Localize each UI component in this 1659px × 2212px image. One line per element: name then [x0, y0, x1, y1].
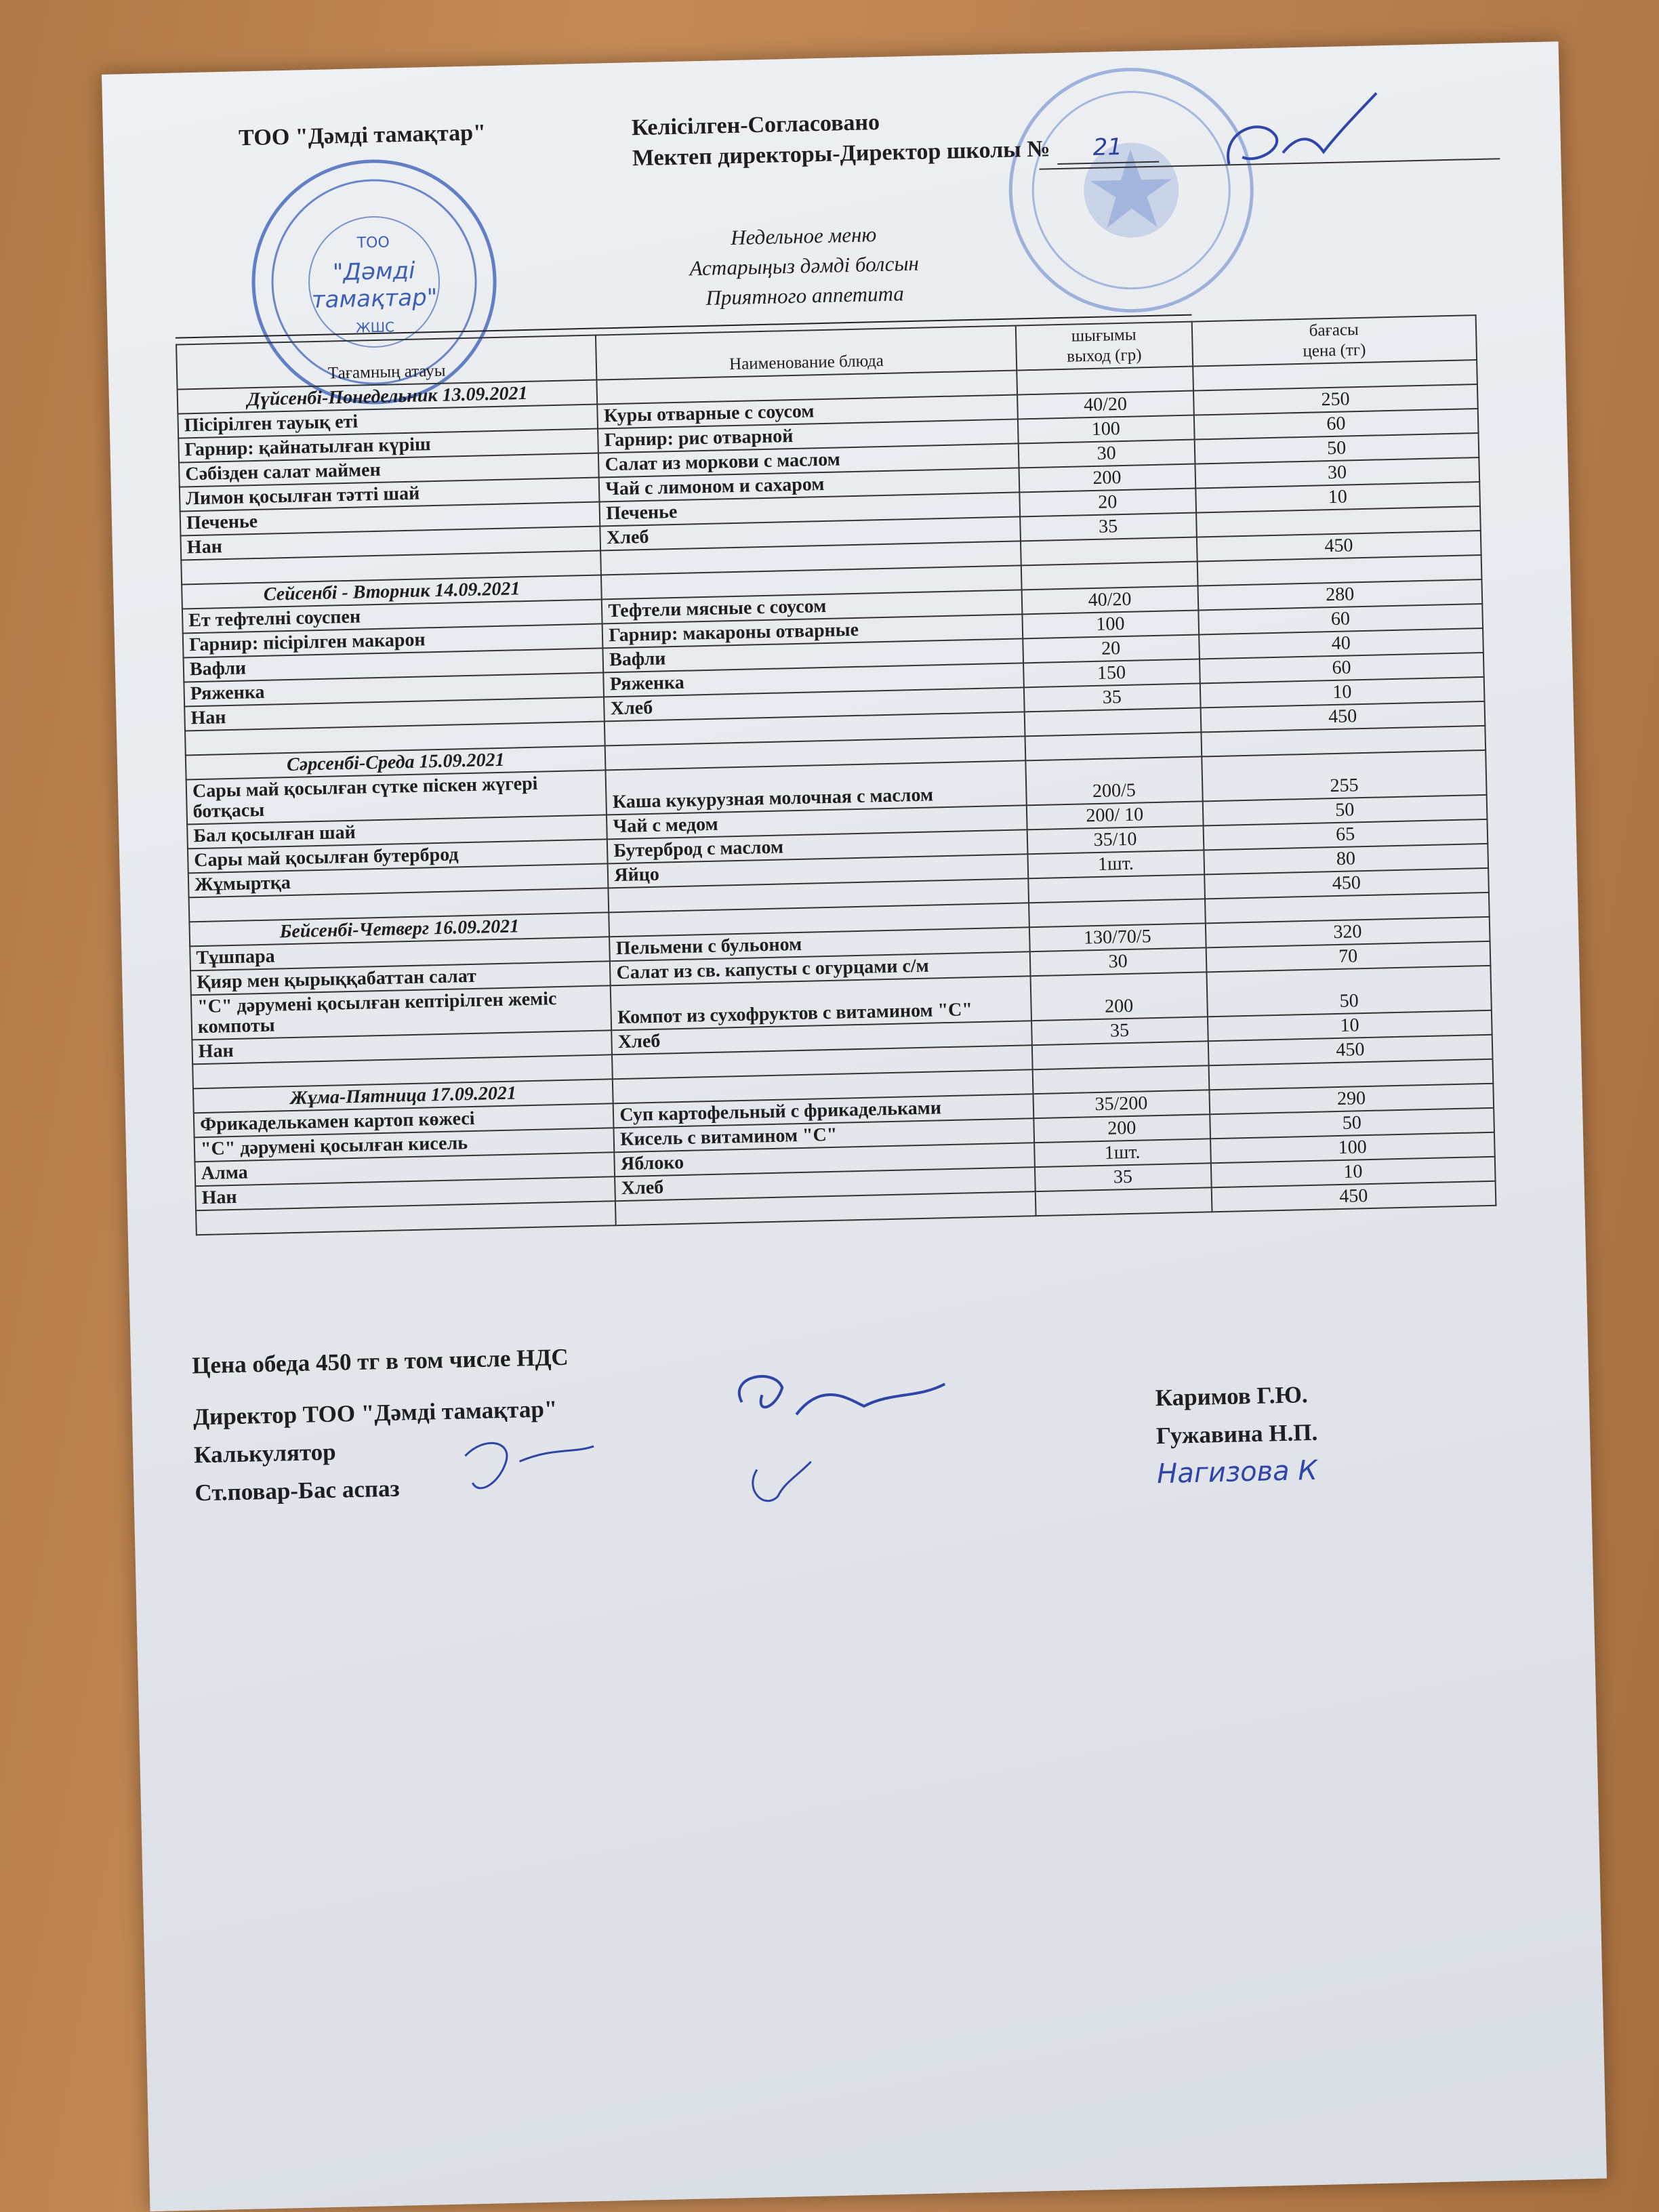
dish-yield: 20 — [1023, 634, 1200, 663]
empty-cell — [1021, 537, 1197, 566]
dish-price: 65 — [1203, 819, 1488, 851]
dish-kz: Тұшпара — [190, 937, 610, 970]
footer-signatures — [456, 1354, 1069, 1530]
header-ru-name: Наименование блюда — [596, 326, 1017, 380]
header-yield-kz: шығымы — [1071, 325, 1136, 346]
dish-price: 290 — [1209, 1084, 1494, 1115]
dish-ru: Салат из моркови с маслом — [598, 443, 1019, 477]
dish-ru: Ряженка — [604, 663, 1024, 697]
dish-ru: Хлеб — [615, 1167, 1035, 1201]
dish-ru: Каша кукурузная молочная с маслом — [606, 760, 1027, 815]
dish-ru: Пельмени с бульоном — [609, 927, 1029, 961]
dish-yield: 1шт. — [1027, 850, 1204, 878]
dish-price: 60 — [1198, 604, 1483, 635]
dish-kz: Вафли — [184, 648, 604, 682]
dish-kz: Жұмыртқа — [188, 863, 609, 897]
dish-yield: 35/200 — [1033, 1090, 1210, 1118]
dish-yield: 35 — [1035, 1163, 1212, 1191]
dish-price: 50 — [1210, 1108, 1494, 1139]
day-total: 450 — [1196, 531, 1481, 562]
name-chef-handwritten: Нагизова К — [1156, 1454, 1318, 1490]
dish-kz: Пісірілген тауық еті — [178, 405, 598, 438]
dish-yield: 20 — [1019, 489, 1196, 517]
company-name: ТОО "Дәмді тамақтар" — [238, 120, 487, 151]
day-title: Сейсенбі - Вторник 14.09.2021 — [182, 575, 602, 609]
dish-ru: Хлеб — [604, 687, 1024, 721]
dish-ru: Печенье — [600, 492, 1020, 526]
empty-cell — [1025, 732, 1202, 760]
stamp-name-1: "Дәмді — [332, 257, 416, 287]
dish-price: 10 — [1210, 1157, 1495, 1188]
dish-ru: Суп картофельный с фрикадельками — [613, 1094, 1033, 1128]
dish-yield: 150 — [1023, 659, 1200, 687]
day-total: 450 — [1204, 868, 1489, 899]
dish-price: 40 — [1199, 628, 1483, 659]
dish-kz: Печенье — [180, 501, 600, 535]
header-price-ru: цена (тг) — [1303, 340, 1366, 361]
dish-price: 70 — [1206, 941, 1490, 972]
dish-kz: Нан — [192, 1030, 612, 1064]
header-price-kz: бағасы — [1309, 321, 1359, 340]
approval-block — [632, 102, 1159, 175]
director-signature — [1200, 85, 1446, 185]
dish-ru: Гарнир: рис отварной — [598, 419, 1018, 453]
dish-yield: 200 — [1030, 972, 1207, 1021]
empty-cell — [1017, 367, 1193, 395]
header-yield-ru: выход (гр) — [1066, 346, 1142, 366]
lunch-price: Цена обеда 450 тг в том числе НДС — [191, 1343, 569, 1379]
school-number: 21 — [1057, 131, 1159, 165]
dish-ru: Тефтели мясные с соусом — [602, 590, 1022, 623]
dish-ru: Чай с медом — [607, 805, 1027, 839]
menu-sheet — [102, 41, 1607, 2211]
header-yield — [1015, 322, 1192, 371]
chef-label: Ст.повар-Бас аспаз — [194, 1475, 401, 1507]
dish-price: 30 — [1195, 457, 1479, 489]
dish-yield: 200/ 10 — [1027, 801, 1204, 830]
dish-kz: Нан — [184, 697, 605, 731]
dish-kz: Сары май қосылған сүтке піскен жүгері ботқасы — [186, 770, 607, 824]
names-block — [1155, 1376, 1319, 1493]
dish-yield: 100 — [1018, 415, 1195, 444]
dish-kz: Фрикаделькамен картоп көжесі — [194, 1103, 614, 1137]
dish-yield: 100 — [1022, 610, 1199, 638]
dish-kz: Нан — [195, 1176, 615, 1210]
stamp-bottom: ЖШС — [355, 319, 395, 336]
dish-price: 10 — [1195, 482, 1480, 513]
dish-ru: Компот из сухофруктов с витамином "С" — [611, 976, 1031, 1030]
dish-price: 50 — [1202, 795, 1487, 826]
dish-price: 10 — [1207, 1010, 1492, 1042]
dish-kz: "С" дәрумені қосылған кептірілген жеміс компоты — [191, 985, 612, 1040]
dish-yield: 30 — [1018, 440, 1195, 468]
dish-price: 100 — [1210, 1132, 1495, 1164]
dish-yield: 35 — [1020, 513, 1197, 541]
dish-ru: Яблоко — [615, 1143, 1035, 1176]
dish-kz: "С" дәрумені қосылған кисель — [194, 1128, 615, 1162]
dish-ru: Гарнир: макароны отварные — [602, 614, 1023, 648]
empty-cell — [1035, 1187, 1212, 1216]
dish-yield: 130/70/5 — [1029, 923, 1206, 951]
dish-price: 60 — [1193, 409, 1478, 440]
dish-price: 255 — [1202, 750, 1487, 802]
dish-ru: Яйцо — [608, 854, 1028, 888]
title-block — [634, 218, 975, 314]
dish-yield: 40/20 — [1017, 391, 1194, 419]
day-title: Дүйсенбі-Понедельник 13.09.2021 — [178, 380, 598, 414]
day-title: Бейсенбі-Четверг 16.09.2021 — [189, 912, 609, 946]
empty-cell — [1028, 874, 1205, 903]
dish-yield: 35/10 — [1027, 825, 1204, 854]
dish-price: 280 — [1197, 579, 1482, 611]
dish-yield: 200 — [1033, 1114, 1210, 1143]
dish-yield: 1шт. — [1034, 1139, 1211, 1167]
dish-ru: Чай с лимоном и сахаром — [599, 468, 1019, 501]
day-total: 450 — [1208, 1035, 1492, 1066]
dish-yield: 200/5 — [1025, 756, 1202, 805]
empty-cell — [1032, 1041, 1209, 1069]
director-label: Директор ТОО "Дәмді тамақтар" — [192, 1395, 558, 1431]
dish-kz: Бал қосылған шай — [187, 815, 607, 848]
dish-price: 10 — [1200, 677, 1484, 708]
title-line-3: Приятного аппетита — [705, 281, 905, 310]
dish-kz: Қияр мен қырыққабаттан салат — [190, 961, 611, 995]
name-calculator: Гужавина Н.П. — [1155, 1418, 1318, 1450]
dish-yield: 200 — [1019, 464, 1195, 493]
dish-yield: 35 — [1031, 1017, 1208, 1045]
dish-kz: Алма — [194, 1152, 615, 1186]
dish-kz: Гарнир: қайнатылған күріш — [178, 429, 598, 463]
name-director: Каримов Г.Ю. — [1155, 1381, 1309, 1412]
stamp-top: ТОО — [356, 234, 390, 252]
empty-cell — [1029, 899, 1206, 927]
dish-kz: Ряженка — [184, 672, 604, 706]
dish-yield: 35 — [1024, 683, 1201, 712]
title-line-1: Недельное меню — [730, 222, 877, 250]
dish-kz: Сары май қосылған бутерброд — [188, 839, 608, 873]
dish-price: 50 — [1194, 433, 1479, 464]
dish-ru: Хлеб — [612, 1021, 1032, 1054]
day-total: 450 — [1200, 701, 1485, 733]
empty-cell — [1024, 708, 1201, 736]
approved-label: Келісілген-Согласовано — [631, 109, 880, 141]
dish-ru: Хлеб — [600, 516, 1021, 550]
dish-kz: Сәбізден салат маймен — [179, 453, 599, 487]
menu-table-body — [176, 315, 1496, 1235]
calculator-label: Калькулятор — [193, 1438, 337, 1469]
empty-cell — [1032, 1065, 1209, 1094]
header-kz-name: Тағамның атауы — [176, 335, 597, 390]
dish-kz: Нан — [180, 526, 600, 560]
day-title: Жұма-Пятница 17.09.2021 — [193, 1079, 613, 1113]
dish-price: 320 — [1205, 917, 1490, 948]
dish-yield: 40/20 — [1021, 586, 1198, 615]
dish-price: 80 — [1204, 844, 1488, 875]
dish-ru: Кисель с витамином "С" — [614, 1118, 1034, 1152]
dish-ru: Куры отварные с соусом — [598, 394, 1018, 428]
dish-price: 60 — [1199, 653, 1483, 684]
dish-ru: Вафли — [603, 638, 1023, 672]
dish-kz: Ет тефтелні соуспен — [182, 599, 602, 633]
empty-cell — [1021, 562, 1198, 590]
dish-ru: Бутерброд с маслом — [607, 830, 1027, 863]
day-total: 450 — [1211, 1181, 1496, 1212]
menu-table — [176, 314, 1496, 1235]
header-price — [1191, 315, 1477, 367]
title-line-2: Астарыңыз дәмді болсын — [689, 251, 920, 281]
dish-price: 50 — [1206, 966, 1492, 1017]
day-title: Сәрсенбі-Среда 15.09.2021 — [186, 745, 606, 779]
dish-kz: Гарнир: пісірілген макарон — [183, 623, 603, 657]
school-director-label: Мектеп директоры-Директор школы № — [632, 136, 1050, 171]
dish-yield: 30 — [1029, 947, 1206, 976]
dish-kz: Лимон қосылған тәтті шай — [180, 477, 600, 511]
dish-price: 250 — [1193, 384, 1478, 415]
dish-ru: Салат из св. капусты с огурцами с/м — [610, 951, 1030, 985]
stamp-name-2: тамақтар" — [311, 283, 438, 314]
